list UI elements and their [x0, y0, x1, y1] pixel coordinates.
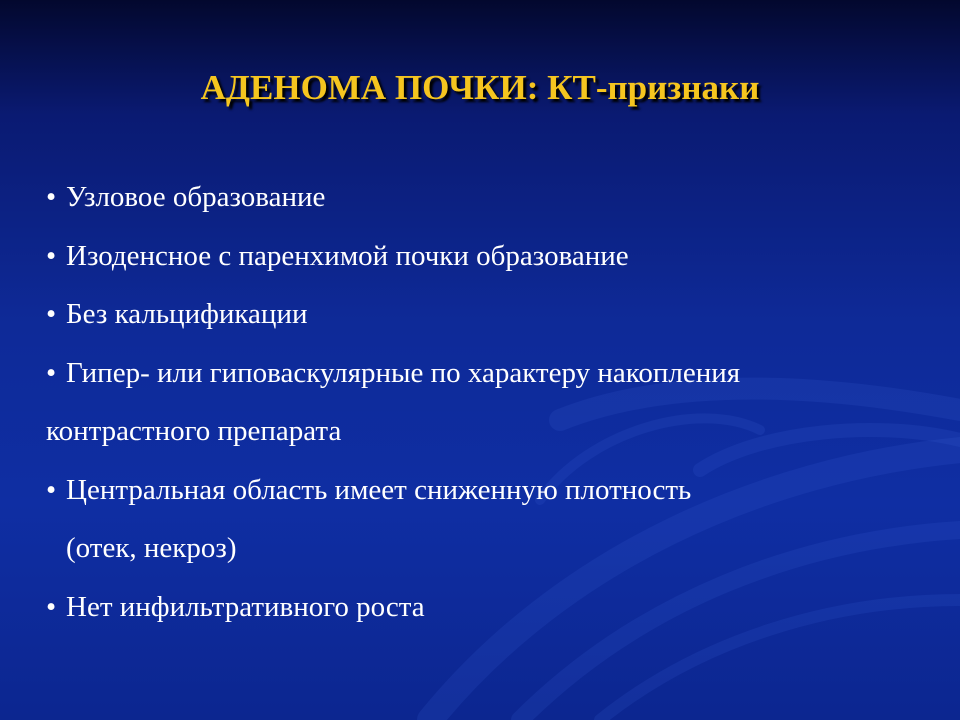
list-item: • Гипер- или гиповаскулярные по характеру накопления: [46, 356, 741, 389]
list-item-continuation: (отек, некроз): [66, 532, 237, 564]
list-item-continuation: контрастного препарата: [46, 415, 342, 447]
list-item: • Узловое образование: [46, 181, 326, 213]
list-item: • Изоденсное с паренхимой почки образование: [46, 239, 629, 272]
slide-title: АДЕНОМА ПОЧКИ: КТ-признаки: [200, 68, 760, 107]
list-item: • Без кальцификации: [46, 298, 308, 330]
list-item: • Центральная область имеет сниженную плотность: [46, 473, 692, 506]
list-item: • Нет инфильтративного роста: [46, 590, 425, 623]
slide-body: [46, 168, 936, 636]
